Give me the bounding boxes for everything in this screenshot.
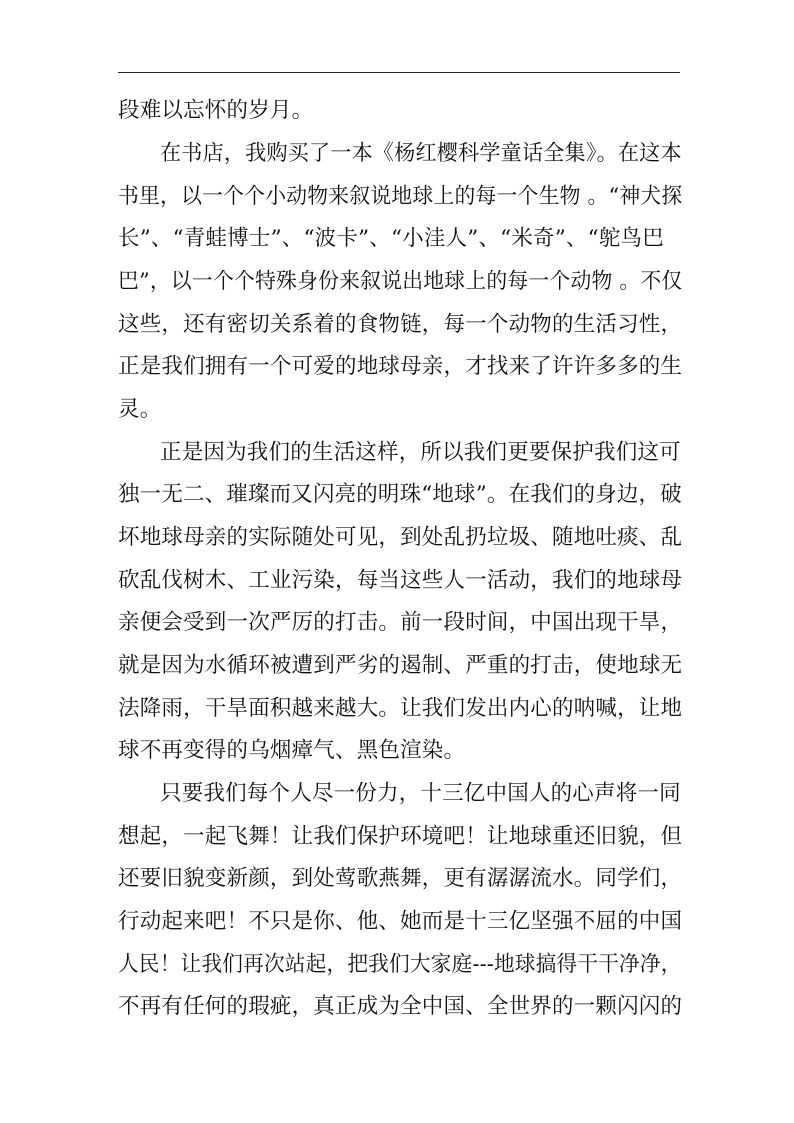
- text-line: 灵。: [118, 397, 162, 422]
- text-line: 人民！让我们再次站起，把我们大家庭---地球搞得干干净净，: [118, 952, 682, 977]
- text-line: 在书店，我购买了一本《杨红樱科学童话全集》。在这本: [160, 141, 682, 166]
- text-line: 坏地球母亲的实际随处可见，到处乱扔垃圾、随地吐痰、乱: [118, 525, 683, 550]
- text-line: 只要我们每个人尽一份力，十三亿中国人的心声将一同: [160, 781, 681, 806]
- text-line: 独一无二、璀璨而又闪亮的明珠“地球”。在我们的身边，破: [118, 482, 682, 507]
- text-line: 球不再变得的乌烟瘴气、黑色渲染。: [118, 738, 466, 763]
- header-rule: [118, 72, 680, 73]
- text-line: 段难以忘怀的岁月。: [118, 98, 314, 123]
- text-line: 砍乱伐树木、工业污染，每当这些人一活动，我们的地球母: [118, 568, 683, 593]
- text-line: 长”、“青蛙博士”、“波卡”、“小洼人”、“米奇”、“鸵鸟巴: [118, 226, 664, 251]
- text-line: 正是我们拥有一个可爱的地球母亲，才找来了许许多多的生: [118, 354, 683, 379]
- text-line: 这些，还有密切关系着的食物链，每一个动物的生活习性，: [118, 312, 683, 337]
- text-line: 想起，一起飞舞！让我们保护环境吧！让地球重还旧貌，但: [118, 824, 683, 849]
- text-line: 亲便会受到一次严厉的打击。前一段时间，中国出现干旱，: [118, 610, 683, 635]
- text-line: 不再有任何的瑕疵，真正成为全中国、全世界的一颗闪闪的: [118, 994, 683, 1019]
- text-line: 巴”，以一个个特殊身份来叙说出地球上的每一个动物 。不仅: [118, 269, 683, 294]
- text-line: 还要旧貌变新颜，到处莺歌燕舞，更有潺潺流水。同学们，: [118, 866, 683, 891]
- text-line: 行动起来吧！不只是你、他、她而是十三亿坚强不屈的中国: [118, 909, 683, 934]
- text-line: 书里，以一个个小动物来叙说地球上的每一个生物 。“神犬探: [118, 184, 683, 209]
- text-line: 就是因为水循环被遭到严劣的遏制、严重的打击，使地球无: [118, 653, 683, 678]
- text-line: 法降雨，干旱面积越来越大。让我们发出内心的呐喊，让地: [118, 696, 683, 721]
- text-line: 正是因为我们的生活这样，所以我们更要保护我们这可: [160, 440, 681, 465]
